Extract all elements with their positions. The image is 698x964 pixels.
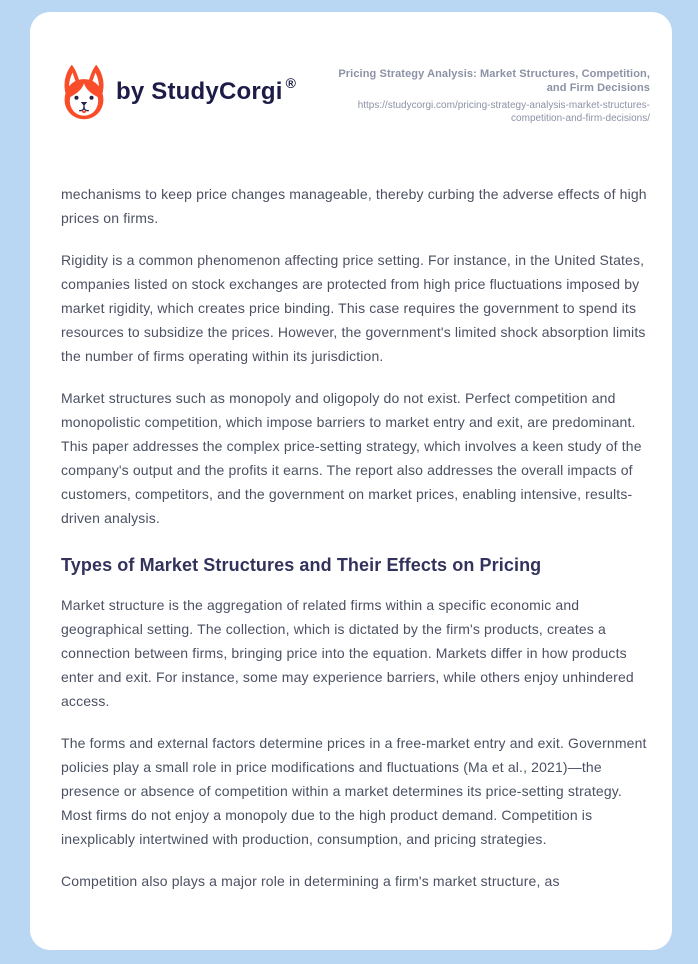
document-meta: [338, 67, 650, 125]
paragraph: The forms and external factors determine prices in a free-market entry and exit. Government policies play a small role in price modifications and fluctuations (Ma et al., 2021)—the presence or absence of competition within a market determines its price-setting strategy. Most firms do not enjoy a monopoly due to the high product demand. Competition is inexplicably intertwined with production, consumption, and pricing strategies.: [61, 735, 647, 847]
document-title: Pricing Strategy Analysis: Market Structures, Competition, and Firm Decisions: [338, 68, 650, 94]
article-body: [61, 182, 650, 893]
paragraph: mechanisms to keep price changes manageable, thereby curbing the adverse effects of high prices on firms.: [61, 186, 647, 226]
brand-name: by StudyCorgi: [116, 78, 283, 105]
paragraph: Market structure is the aggregation of related firms within a specific economic and geographical setting. The collection, which is dictated by the firm's products, creates a connection between firms, bringing price into the equation. Markets differ in how products enter and exit. For instance, some may experience barriers, while others enjoy unhindered access.: [61, 597, 634, 709]
paragraph: Rigidity is a common phenomenon affecting price setting. For instance, in the United States, companies listed on stock exchanges are protected from high price fluctuations imposed by market rigidity, which creates price binding. This case requires the government to spend its resources to subsidize the prices. However, the government's limited shock absorption limits the number of firms operating within its jurisdiction.: [61, 252, 646, 364]
section-heading: Types of Market Structures and Their Effects on Pricing: [61, 555, 542, 575]
corgi-logo-icon: [61, 64, 107, 120]
registered-trademark-icon: ®: [285, 75, 296, 91]
document-header: [61, 64, 650, 125]
document-card: [30, 12, 672, 950]
paragraph: Market structures such as monopoly and oligopoly do not exist. Perfect competition and monopolistic competition, which impose barriers to market entry and exit, are predominant. This paper addresses the complex price-setting strategy, which involves a keen study of the company's output and the profits it earns. The report also addresses the overall impacts of customers, competitors, and the government on market prices, enabling intensive, results-driven analysis.: [61, 390, 642, 526]
brand-logo: [61, 64, 296, 120]
paragraph: Competition also plays a major role in determining a firm's market structure, as: [61, 873, 560, 889]
document-url-link[interactable]: https://studycorgi.com/pricing-strategy-analysis-market-structures-competition-and-firm-decisions/: [357, 100, 650, 124]
